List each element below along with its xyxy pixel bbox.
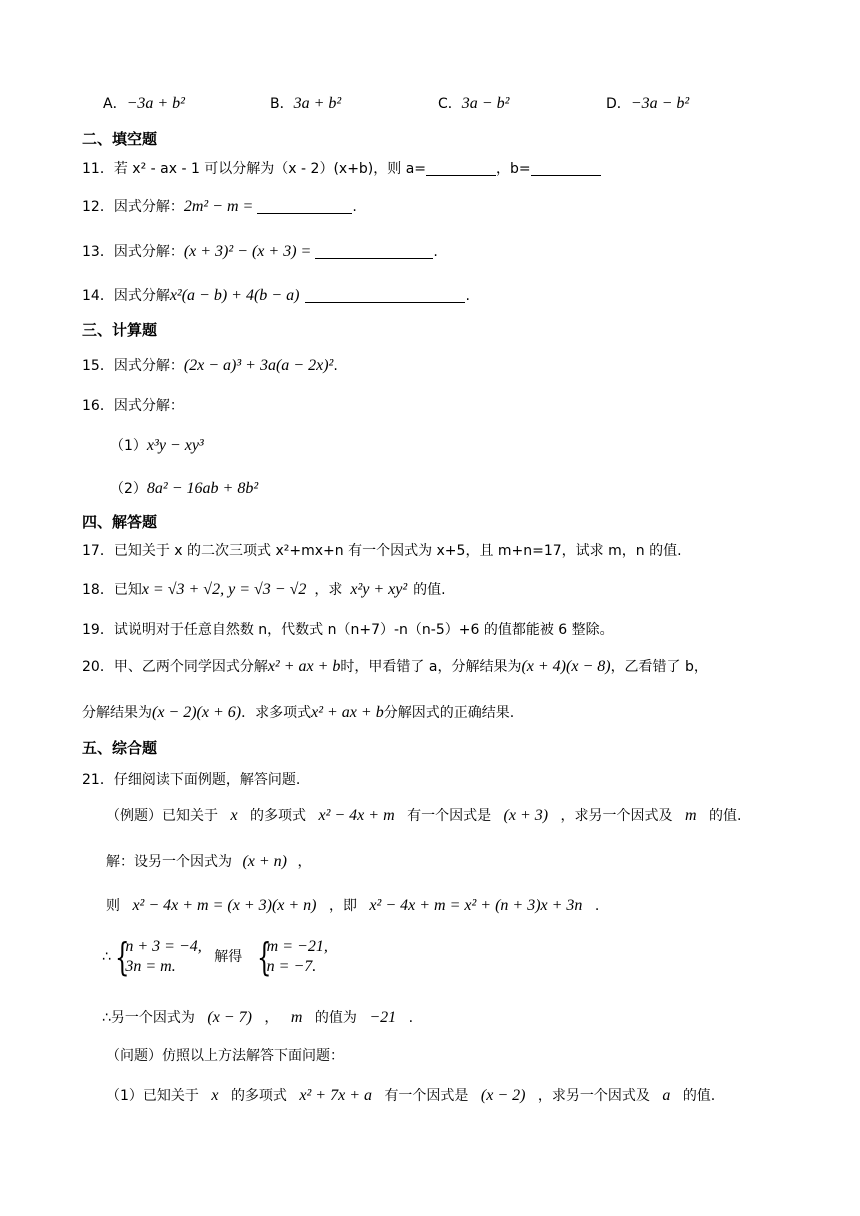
question-21-problem: （问题）仿照以上方法解答下面问题：: [106, 1048, 344, 1064]
math-variable: x: [211, 1087, 219, 1104]
question-number: 17．: [82, 543, 114, 559]
math-expression: 2m² − m =: [183, 198, 254, 215]
solution-conclusion: [102, 1008, 413, 1028]
question-number: 19．: [82, 622, 114, 638]
math-variable: x: [230, 807, 238, 824]
section-heading-comprehensive: 五、综合题: [82, 739, 158, 757]
choice-label: C．: [438, 96, 462, 112]
solution-systems: [102, 935, 328, 979]
math-value: −21: [369, 1009, 397, 1026]
period: .: [594, 898, 600, 914]
choice-label: A．: [103, 96, 127, 112]
solution-line-1: [106, 852, 311, 872]
question-text: 时，甲看错了 a，分解结果为: [340, 659, 522, 675]
solution-text: ，: [264, 1010, 279, 1026]
question-17: [82, 541, 682, 561]
math-variable: m: [685, 807, 697, 824]
period: .: [408, 1010, 414, 1026]
answer-blank[interactable]: [257, 199, 352, 214]
question-text: 因式分解：: [113, 358, 184, 374]
math-expression: (x − 2): [480, 1087, 526, 1104]
solution-line-2: [106, 896, 599, 916]
solution-text: 则: [106, 898, 120, 914]
question-text: 有一个因式是: [384, 1088, 469, 1104]
choice-expr: −3a − b²: [630, 95, 690, 112]
question-number: 18．: [82, 582, 114, 598]
math-expression: x² + ax + b: [267, 658, 341, 675]
math-expression: (2x − a)³ + 3a(a − 2x)²: [183, 357, 334, 374]
choice-b[interactable]: [270, 93, 341, 113]
question-text: 因式分解：: [113, 244, 184, 260]
question-text: 分解因式的正确结果.: [383, 705, 515, 721]
question-20-line-2: [82, 703, 514, 723]
solution-text: 解：设另一个因式为: [106, 854, 232, 870]
brace-icon: {: [256, 935, 272, 979]
question-21-part-1: [106, 1086, 715, 1106]
equation-system-2: [257, 937, 328, 977]
question-text: ，b=: [496, 161, 531, 177]
math-expression: x²(a − b) + 4(b − a): [169, 287, 300, 304]
period: .: [333, 358, 338, 374]
question-text: ，求另一个因式及: [560, 808, 673, 824]
question-number: 13．: [82, 244, 114, 260]
choice-c[interactable]: [438, 93, 509, 113]
question-text: 仔细阅读下面例题，解答问题.: [113, 772, 301, 788]
question-20-line-1: [82, 657, 708, 677]
section-heading-answer: 四、解答题: [82, 513, 158, 531]
question-14: [82, 286, 470, 306]
question-text: （例题）已知关于: [106, 808, 218, 824]
equation-row: 3n = m.: [125, 958, 176, 975]
therefore-symbol: ∴: [102, 949, 111, 965]
brace-icon: {: [115, 935, 130, 979]
question-text: 的值.: [682, 1088, 716, 1104]
math-expression: x²y + xy²: [350, 581, 408, 598]
period: .: [352, 199, 357, 215]
part-label: （2）: [110, 481, 147, 497]
math-expression: (x + 3)² − (x + 3) =: [183, 243, 312, 260]
question-number: 16．: [82, 398, 114, 414]
equation-row: n = −7.: [266, 958, 317, 975]
choice-a[interactable]: [103, 93, 185, 113]
math-expression: x³y − xy³: [146, 437, 204, 454]
section-heading-calculation: 三、计算题: [82, 321, 158, 339]
question-text: 因式分解：: [113, 398, 184, 414]
question-13: [82, 242, 438, 262]
question-text: （1）已知关于: [106, 1088, 199, 1104]
math-variable: a: [662, 1087, 671, 1104]
math-expression: x² − 4x + m = (x + 3)(x + n): [132, 897, 317, 914]
question-text: 试说明对于任意自然数 n，代数式 n（n+7）-n（n-5）+6 的值都能被 6 整除。: [113, 622, 614, 638]
question-text: 已知关于 x 的二次三项式 x²+mx+n 有一个因式为 x+5，且 m+n=17，试求 m，n 的值.: [113, 543, 682, 559]
question-16-part-1: [110, 436, 204, 456]
question-21-intro: [82, 770, 300, 790]
question-text: 的值.: [709, 808, 742, 824]
choice-label: D．: [606, 96, 631, 112]
solution-text: 解得: [214, 949, 243, 965]
question-text: 的值.: [413, 582, 446, 598]
math-expression: 8a² − 16ab + 8b²: [146, 480, 259, 497]
solution-text: ，: [297, 854, 312, 870]
math-expression: (x − 7): [207, 1009, 252, 1026]
choice-d[interactable]: [606, 93, 689, 113]
question-16-part-2: [110, 479, 258, 499]
question-text: 有一个因式是: [407, 808, 492, 824]
section-heading-fill-in: 二、填空题: [82, 130, 158, 148]
question-11: [82, 159, 601, 179]
math-expression: x² + 7x + a: [299, 1087, 372, 1104]
part-label: （1）: [110, 438, 147, 454]
question-text: 分解结果为: [82, 705, 152, 721]
period: .: [433, 244, 438, 260]
period: .: [465, 288, 470, 304]
equation-row: n + 3 = −4,: [125, 938, 202, 955]
question-text: ．求多项式: [241, 705, 312, 721]
answer-blank-b[interactable]: [531, 161, 601, 176]
answer-blank[interactable]: [305, 288, 465, 303]
question-text: ，求另一个因式及: [537, 1088, 650, 1104]
question-text: ，乙看错了 b，: [610, 659, 708, 675]
question-number: 11．: [82, 161, 114, 177]
math-expression: x² − 4x + m: [318, 807, 395, 824]
question-21-example: [106, 806, 741, 826]
question-number: 14．: [82, 288, 114, 304]
question-text: 若 x² - ax - 1 可以分解为（x - 2）(x+b)，则 a=: [113, 161, 427, 177]
question-text: 的多项式: [230, 1088, 287, 1104]
question-text: 的多项式: [250, 808, 307, 824]
question-number: 12．: [82, 199, 114, 215]
question-text: 已知: [113, 582, 142, 598]
question-18: [82, 580, 446, 600]
math-expression: x² − 4x + m = x² + (n + 3)x + 3n: [369, 897, 583, 914]
question-19: [82, 620, 614, 640]
choice-expr: −3a + b²: [126, 95, 185, 112]
question-number: 15．: [82, 358, 114, 374]
answer-blank[interactable]: [315, 244, 433, 259]
math-expression: (x − 2)(x + 6): [152, 704, 242, 721]
choice-label: B．: [270, 96, 294, 112]
math-expression: (x + 3): [503, 807, 549, 824]
solution-text: ∴另一个因式为: [102, 1010, 195, 1026]
question-text: 甲、乙两个同学因式分解: [113, 659, 268, 675]
answer-blank-a[interactable]: [426, 161, 496, 176]
choice-expr: 3a + b²: [293, 95, 342, 112]
math-expression: x² + ax + b: [311, 704, 384, 721]
solution-text: ，即: [328, 898, 357, 914]
question-15: [82, 356, 338, 376]
math-expression: x = √3 + √2, y = √3 − √2: [141, 581, 307, 598]
question-12: [82, 197, 357, 217]
question-number: 21．: [82, 772, 114, 788]
choice-expr: 3a − b²: [461, 95, 510, 112]
question-number: 20．: [82, 659, 114, 675]
question-16: [82, 396, 184, 416]
math-expression: (x + 4)(x − 8): [521, 658, 611, 675]
math-expression: (x + n): [242, 853, 288, 870]
solution-text: 的值为: [314, 1010, 357, 1026]
equation-row: m = −21,: [266, 938, 328, 955]
math-variable: m: [290, 1009, 303, 1026]
equation-system-1: [115, 937, 201, 977]
question-text: ，求: [314, 582, 343, 598]
question-text: 因式分解: [113, 288, 170, 304]
question-text: 因式分解：: [113, 199, 184, 215]
